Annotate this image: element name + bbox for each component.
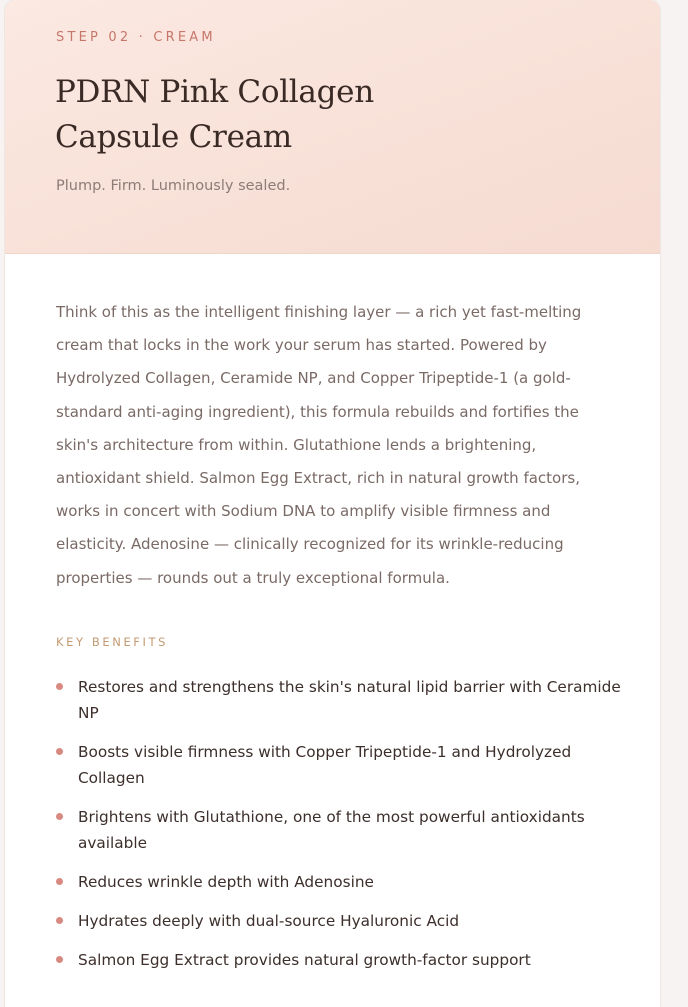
benefit-text: Restores and strengthens the skin's natural lipid barrier with Ceramide NP — [78, 678, 621, 722]
bullet-dot-icon — [56, 748, 63, 755]
benefit-text: Boosts visible firmness with Copper Tripeptide-1 and Hydrolyzed Collagen — [78, 743, 572, 787]
benefit-item — [56, 947, 626, 973]
benefit-item — [56, 804, 626, 856]
key-benefits-list — [56, 674, 626, 986]
benefit-item — [56, 908, 626, 934]
benefit-text: Reduces wrinkle depth with Adenosine — [78, 873, 374, 891]
product-hero — [5, 0, 660, 254]
bullet-dot-icon — [56, 683, 63, 690]
bullet-dot-icon — [56, 917, 63, 924]
product-description: Think of this as the intelligent finishing layer — a rich yet fast-melting cream that locks in the work your serum has started. Powered by Hydrolyzed Collagen, Ceramide NP, and Copper Tripeptide-1 (a gold-standard anti-aging ingredient), this formula rebuilds and fortifies the skin's architecture from within. Glutathione lends a brightening, antioxidant shield. Salmon Egg Extract, rich in natural growth factors, works in concert with Sodium DNA to amplify visible firmness and elasticity. Adenosine — clinically recognized for its wrinkle-reducing properties — rounds out a truly exceptional formula. — [56, 303, 582, 587]
product-card — [4, 0, 661, 1007]
benefit-item — [56, 674, 626, 726]
bullet-dot-icon — [56, 813, 63, 820]
benefit-text: Hydrates deeply with dual-source Hyaluronic Acid — [78, 912, 460, 930]
benefit-item — [56, 739, 626, 791]
key-benefits-heading: KEY BENEFITS — [56, 635, 169, 649]
benefit-text: Salmon Egg Extract provides natural growth-factor support — [78, 951, 531, 969]
benefit-text: Brightens with Glutathione, one of the most powerful antioxidants available — [78, 808, 585, 852]
product-title-line-2: Capsule Cream — [55, 119, 292, 155]
benefit-item — [56, 869, 626, 895]
product-tagline: Plump. Firm. Luminously sealed. — [56, 178, 291, 194]
product-title — [55, 70, 374, 160]
bullet-dot-icon — [56, 878, 63, 885]
step-label: STEP 02 · CREAM — [56, 30, 216, 45]
bullet-dot-icon — [56, 956, 63, 963]
product-title-line-1: PDRN Pink Collagen — [55, 74, 374, 110]
